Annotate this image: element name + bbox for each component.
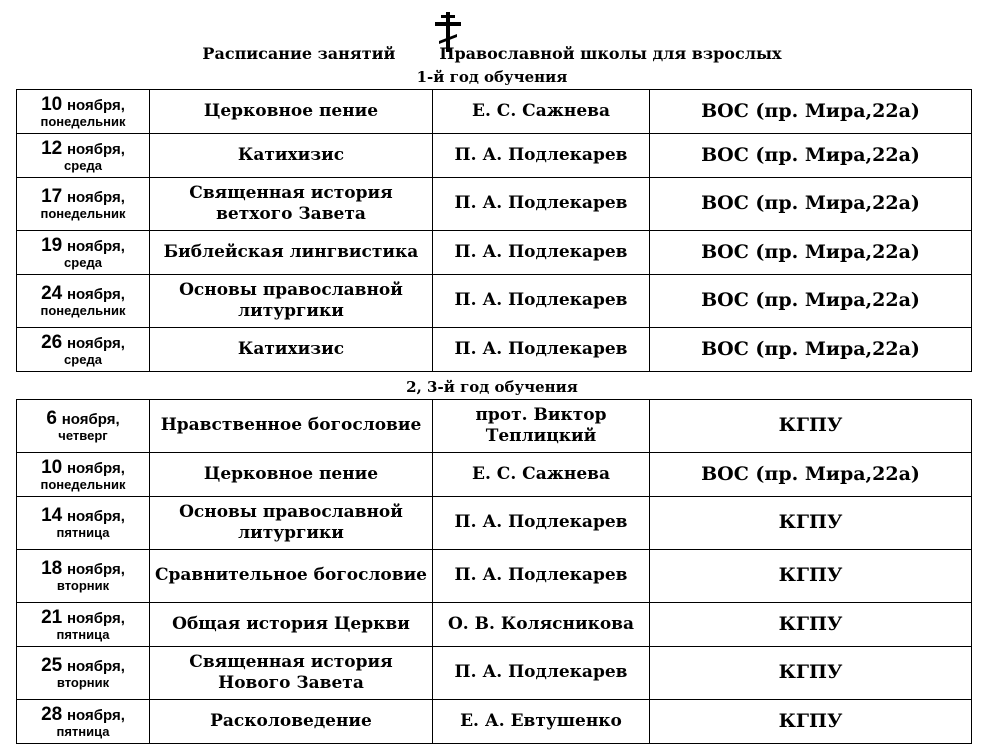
teacher-cell: П. А. Подлекарев — [433, 497, 650, 550]
date-cell — [17, 134, 150, 178]
weekday: понедельник — [40, 476, 126, 492]
schedule-row — [17, 453, 972, 497]
venue-cell: ВОС (пр. Мира,22а) — [650, 453, 972, 497]
teacher-cell: Е. А. Евтушенко — [433, 700, 650, 744]
venue-cell: ВОС (пр. Мира,22а) — [650, 134, 972, 178]
subject-cell: Церковное пение — [150, 90, 433, 134]
schedule-row — [17, 328, 972, 372]
venue-cell: КГПУ — [650, 497, 972, 550]
title-right: Православной школы для взрослых — [439, 44, 782, 63]
day-number: 28 — [41, 703, 63, 725]
subject-cell: Нравственное богословие — [150, 400, 433, 453]
subject-cell: Священная история Нового Завета — [150, 647, 433, 700]
month: ноября, — [66, 561, 125, 579]
schedule-row — [17, 497, 972, 550]
subject-cell: Катихизис — [150, 328, 433, 372]
schedule-row — [17, 275, 972, 328]
month: ноября, — [66, 140, 125, 158]
day-number: 6 — [46, 408, 57, 430]
venue-cell: ВОС (пр. Мира,22а) — [650, 231, 972, 275]
schedule-row — [17, 550, 972, 603]
month: ноября, — [66, 189, 125, 207]
date-cell — [17, 328, 150, 372]
day-number: 18 — [41, 558, 63, 580]
date-cell — [17, 400, 150, 453]
teacher-cell: П. А. Подлекарев — [433, 178, 650, 231]
month: ноября, — [66, 96, 125, 114]
weekday: понедельник — [40, 113, 126, 129]
teacher-cell: О. В. Колясникова — [433, 603, 650, 647]
day-number: 21 — [41, 606, 63, 628]
venue-cell: ВОС (пр. Мира,22а) — [650, 275, 972, 328]
teacher-cell: П. А. Подлекарев — [433, 550, 650, 603]
schedule-table-year23 — [16, 399, 972, 744]
schedule-row — [17, 647, 972, 700]
day-number: 19 — [41, 234, 63, 256]
month: ноября, — [66, 706, 125, 724]
page-title — [0, 44, 984, 63]
schedule-table-year1 — [16, 89, 972, 372]
day-number: 12 — [41, 137, 63, 159]
weekday: среда — [64, 254, 102, 270]
date-cell — [17, 550, 150, 603]
teacher-cell: П. А. Подлекарев — [433, 231, 650, 275]
schedule-row — [17, 231, 972, 275]
date-cell — [17, 275, 150, 328]
weekday: вторник — [56, 578, 110, 594]
date-cell — [17, 90, 150, 134]
subject-cell: Основы православной литургики — [150, 497, 433, 550]
teacher-cell: П. А. Подлекарев — [433, 134, 650, 178]
venue-cell: КГПУ — [650, 700, 972, 744]
teacher-cell: Е. С. Сажнева — [433, 453, 650, 497]
teacher-cell: П. А. Подлекарев — [433, 647, 650, 700]
subject-cell: Основы православной литургики — [150, 275, 433, 328]
date-cell — [17, 603, 150, 647]
date-cell — [17, 647, 150, 700]
weekday: четверг — [58, 428, 108, 444]
subject-cell: Библейская лингвистика — [150, 231, 433, 275]
month: ноября, — [66, 237, 125, 255]
schedule-row — [17, 400, 972, 453]
month: ноября, — [66, 508, 125, 526]
day-number: 24 — [41, 283, 63, 305]
subject-cell: Катихизис — [150, 134, 433, 178]
day-number: 25 — [41, 655, 63, 677]
weekday: пятница — [56, 525, 110, 541]
month: ноября, — [66, 609, 125, 627]
schedule-row — [17, 134, 972, 178]
venue-cell: КГПУ — [650, 400, 972, 453]
venue-cell: ВОС (пр. Мира,22а) — [650, 90, 972, 134]
date-cell — [17, 700, 150, 744]
venue-cell: ВОС (пр. Мира,22а) — [650, 328, 972, 372]
day-number: 10 — [41, 93, 63, 115]
schedule-row — [17, 700, 972, 744]
weekday: понедельник — [40, 206, 126, 222]
month: ноября, — [66, 334, 125, 352]
weekday: пятница — [56, 626, 110, 642]
subject-cell: Священная история ветхого Завета — [150, 178, 433, 231]
subject-cell: Церковное пение — [150, 453, 433, 497]
year1-label: 1-й год обучения — [416, 68, 568, 86]
weekday: среда — [64, 157, 102, 173]
venue-cell: КГПУ — [650, 550, 972, 603]
schedule-row — [17, 603, 972, 647]
teacher-cell: П. А. Подлекарев — [433, 328, 650, 372]
day-number: 17 — [41, 186, 63, 208]
date-cell — [17, 497, 150, 550]
weekday: среда — [64, 351, 102, 367]
day-number: 26 — [41, 331, 63, 353]
teacher-cell: П. А. Подлекарев — [433, 275, 650, 328]
title-left: Расписание занятий — [202, 44, 396, 63]
teacher-cell: прот. Виктор Теплицкий — [433, 400, 650, 453]
month: ноября, — [66, 286, 125, 304]
venue-cell: ВОС (пр. Мира,22а) — [650, 178, 972, 231]
teacher-cell: Е. С. Сажнева — [433, 90, 650, 134]
month: ноября, — [66, 658, 125, 676]
month: ноября, — [61, 411, 120, 429]
date-cell — [17, 453, 150, 497]
weekday: пятница — [56, 723, 110, 739]
year23-label: 2, 3-й год обучения — [406, 378, 578, 396]
subject-cell: Общая история Церкви — [150, 603, 433, 647]
weekday: понедельник — [40, 303, 126, 319]
venue-cell: КГПУ — [650, 603, 972, 647]
day-number: 14 — [41, 505, 63, 527]
date-cell — [17, 178, 150, 231]
date-cell — [17, 231, 150, 275]
weekday: вторник — [56, 675, 110, 691]
day-number: 10 — [41, 456, 63, 478]
schedule-row — [17, 90, 972, 134]
schedule-row — [17, 178, 972, 231]
venue-cell: КГПУ — [650, 647, 972, 700]
month: ноября, — [66, 459, 125, 477]
subject-cell: Расколоведение — [150, 700, 433, 744]
subject-cell: Сравнительное богословие — [150, 550, 433, 603]
